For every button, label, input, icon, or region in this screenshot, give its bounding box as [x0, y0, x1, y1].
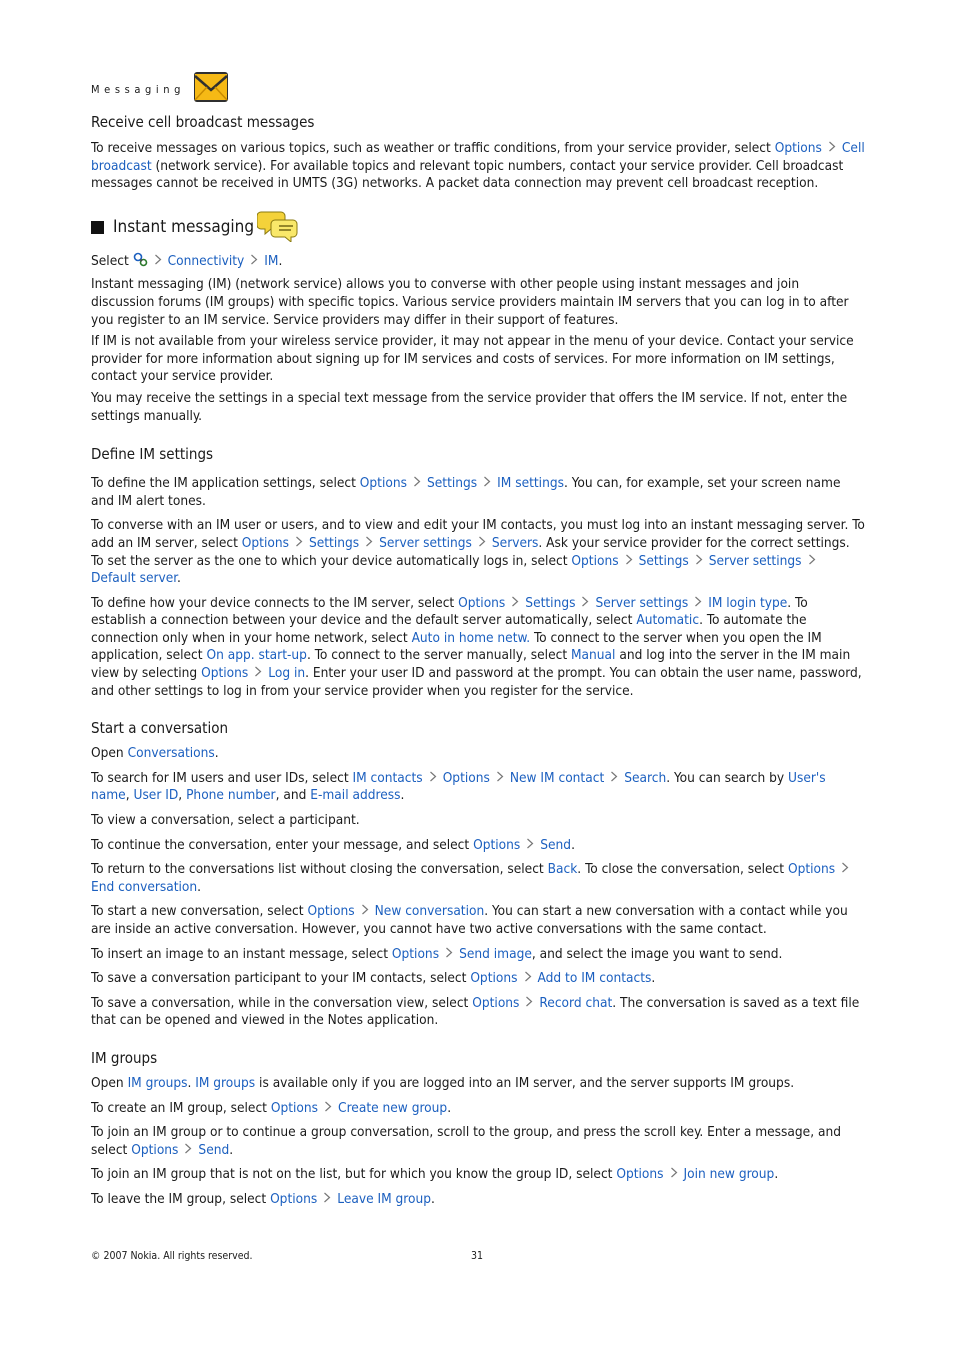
page-content — [91, 113, 865, 1209]
menu-option-term: IM — [264, 252, 279, 269]
menu-option-term: Settings — [308, 534, 360, 551]
tools-icon — [133, 252, 148, 273]
menu-option-term: Conversations — [127, 745, 215, 762]
section-cell-broadcast — [91, 113, 865, 193]
menu-option-term: Options — [391, 945, 440, 962]
paragraph — [91, 1124, 865, 1159]
body-text: . — [447, 1099, 452, 1116]
menu-option-term: Automatic — [636, 612, 700, 629]
body-text: To continue the conversation, enter your message, and select — [91, 836, 474, 853]
paragraph — [91, 970, 865, 988]
body-text: . Enter your user ID and password at the prompt. You can obtain the user name, password, and other settings to log in from your service provider when you register for the service. — [91, 665, 862, 699]
body-text: . To close the conversation, select — [577, 861, 788, 878]
menu-option-term: Auto in home netw. — [411, 629, 531, 646]
body-text: . You can, for example, set your screen name and IM alert tones. — [91, 475, 841, 509]
menu-option-term: Options — [787, 861, 836, 878]
menu-option-term: Options — [774, 140, 822, 156]
chevron-right-icon — [575, 595, 595, 613]
menu-option-term: Connectivity — [167, 252, 245, 269]
chevron-right-icon — [178, 1142, 198, 1160]
menu-option-term: IM login type — [708, 594, 788, 611]
chevron-right-icon — [407, 475, 427, 493]
paragraph — [91, 861, 865, 896]
page-footer — [91, 1250, 865, 1262]
menu-option-term: New conversation — [374, 903, 485, 920]
section-heading — [91, 719, 865, 737]
body-text: To view a conversation, select a participant. — [91, 812, 360, 829]
chevron-right-icon — [244, 253, 264, 271]
chevron-right-icon — [619, 553, 639, 571]
body-text: To connect to the server when you open the IM application, select — [91, 629, 822, 664]
paragraph — [91, 517, 865, 587]
menu-option-term: Phone number — [186, 787, 276, 804]
menu-option-term: Options — [241, 534, 289, 551]
paragraph — [91, 903, 865, 938]
chevron-right-icon — [148, 253, 168, 271]
body-text: . To automate the connection only when in your home network, select — [91, 612, 807, 646]
menu-option-term: IM groups — [195, 1074, 256, 1091]
body-text: and log into the server in the IM main view by selecting — [91, 647, 851, 682]
menu-option-term: Options — [470, 970, 518, 987]
body-text: Open — [91, 745, 128, 762]
menu-option-term: Settings — [638, 552, 689, 569]
menu-option-term: IM contacts — [352, 769, 423, 786]
body-text: . — [431, 1190, 435, 1207]
chevron-right-icon — [688, 595, 708, 613]
body-text: . You can search by — [666, 769, 789, 786]
menu-option-term: Cell broadcast — [91, 140, 865, 174]
body-text: . The conversation is saved as a text file that can be opened and viewed in the Notes application. — [91, 994, 860, 1029]
body-text: To create an IM group, select — [91, 1099, 271, 1116]
chevron-right-icon — [477, 475, 497, 493]
menu-option-term: Search — [624, 769, 667, 786]
menu-option-term: Servers — [491, 534, 539, 551]
chevron-right-icon — [520, 837, 540, 855]
body-text: To converse with an IM user or users, and to view and edit your IM contacts, you must log into an instant messaging server. To add an IM server, select — [91, 517, 865, 551]
body-text: . — [214, 745, 219, 762]
menu-option-term: Server settings — [595, 594, 689, 611]
body-text: To receive messages on various topics, such as weather or traffic conditions, from your service provider, select — [91, 140, 775, 156]
body-text: You may receive the settings in a special text message from the service provider that offers the IM service. If not, enter the settings manually. — [91, 389, 848, 424]
section-heading-text: Instant messaging — [113, 217, 255, 238]
body-text: . — [229, 1141, 234, 1158]
chevron-right-icon — [423, 770, 443, 788]
section-instant-messaging — [91, 208, 865, 425]
chevron-right-icon — [472, 535, 492, 553]
section-heading — [91, 1049, 865, 1067]
chevron-right-icon — [802, 553, 822, 571]
body-text: . — [774, 1166, 779, 1183]
body-text: . You can start a new conversation with a contact while you are inside an active conversation. However, you cannot have two active conversations with the same contact. — [91, 903, 848, 937]
paragraph — [91, 390, 865, 425]
body-text: , — [178, 787, 187, 804]
menu-option-term: User's name — [91, 769, 826, 804]
section-define-im-settings — [91, 445, 865, 700]
body-text: To join an IM group or to continue a group conversation, scroll to the group, and press the scroll key. Enter a message, and select — [91, 1124, 841, 1158]
envelope-icon — [191, 69, 231, 109]
chevron-right-icon — [248, 665, 268, 683]
paragraph — [91, 946, 865, 964]
body-text: Open — [91, 1074, 128, 1091]
section-heading — [91, 208, 865, 247]
paragraph — [91, 770, 865, 805]
chevron-right-icon — [822, 140, 842, 158]
chapter-header — [91, 70, 865, 108]
section-heading-text: Receive cell broadcast messages — [91, 113, 315, 131]
chevron-right-icon — [518, 970, 538, 988]
menu-option-term: Default server — [91, 570, 178, 587]
body-text: . — [278, 252, 283, 269]
body-text: To leave the IM group, select — [91, 1190, 271, 1207]
body-text: To insert an image to an instant message, select — [91, 945, 392, 962]
body-text: . — [197, 878, 202, 895]
section-im-groups — [91, 1049, 865, 1209]
paragraph — [91, 140, 865, 193]
chapter-title: Messaging — [91, 82, 185, 96]
menu-option-term: Options — [201, 665, 249, 682]
body-text: Select — [91, 252, 133, 269]
copyright-text: © 2007 Nokia. All rights reserved. — [91, 1250, 253, 1262]
chevron-right-icon — [355, 903, 375, 921]
chevron-right-icon — [505, 595, 525, 613]
paragraph — [91, 1166, 865, 1184]
section-heading-text: Start a conversation — [91, 719, 229, 738]
chevron-right-icon — [519, 995, 539, 1013]
menu-option-term: Create new group — [338, 1099, 448, 1116]
body-text: . — [571, 836, 575, 853]
body-text: , and — [275, 787, 311, 804]
paragraph — [91, 475, 865, 510]
menu-option-term: Options — [571, 552, 619, 569]
body-text: To define how your device connects to the IM server, select — [91, 594, 459, 611]
body-text: . To connect to the server manually, select — [306, 647, 571, 664]
body-text: (network service). For available topics and relevant topic numbers, contact your service provider. Cell broadcast messages cannot be received in UMTS (3G) networks. A packet data connection may prevent cell broadcast reception. — [91, 157, 844, 192]
menu-option-term: IM settings — [497, 475, 564, 492]
paragraph — [91, 995, 865, 1030]
body-text: To save a conversation participant to your IM contacts, select — [91, 970, 471, 987]
section-heading-text: IM groups — [91, 1048, 158, 1067]
chevron-right-icon — [289, 535, 309, 553]
paragraph — [91, 333, 865, 386]
chevron-right-icon — [664, 1166, 684, 1184]
menu-option-term: Leave IM group — [337, 1190, 432, 1207]
menu-option-term: Options — [616, 1166, 664, 1183]
chevron-right-icon — [604, 770, 624, 788]
paragraph — [91, 812, 865, 830]
menu-option-term: Options — [472, 994, 520, 1011]
body-text: To return to the conversations list without closing the conversation, select — [91, 861, 548, 878]
menu-option-term: Join new group — [683, 1166, 775, 1183]
paragraph — [91, 837, 865, 855]
menu-option-term: Server settings — [708, 552, 802, 569]
menu-option-term: Send — [198, 1141, 230, 1158]
square-bullet-icon — [91, 221, 104, 234]
chevron-right-icon — [689, 553, 709, 571]
menu-option-term: Manual — [571, 647, 616, 664]
section-heading-text: Define IM settings — [91, 445, 214, 464]
body-text: Instant messaging (IM) (network service) allows you to converse with other people using instant messages and join discussion forums (IM groups) with specific topics. Various service providers maintain IM servers that you can log in to after you register to an IM service. Service providers may differ in their support of features. — [91, 276, 849, 328]
body-text: To define the IM application settings, select — [91, 475, 360, 492]
menu-option-term: Options — [458, 594, 506, 611]
menu-option-term: E-mail address — [310, 787, 401, 804]
section-heading — [91, 445, 865, 463]
chevron-right-icon — [490, 770, 510, 788]
menu-option-term: Options — [442, 769, 490, 786]
menu-option-term: Add to IM contacts — [537, 970, 652, 987]
paragraph — [91, 595, 865, 701]
body-text: . — [400, 787, 405, 804]
section-heading — [91, 113, 865, 131]
paragraph — [91, 1100, 865, 1118]
paragraph — [91, 1191, 865, 1209]
body-text: To start a new conversation, select — [91, 903, 308, 920]
menu-option-term: User ID — [133, 787, 179, 804]
paragraph — [91, 1075, 865, 1093]
body-text: is available only if you are logged into an IM server, and the server supports IM groups. — [255, 1074, 795, 1091]
chevron-right-icon — [317, 1191, 337, 1209]
menu-option-term: Options — [307, 903, 355, 920]
body-text: . — [187, 1074, 196, 1091]
body-text: To save a conversation, while in the conversation view, select — [91, 994, 473, 1011]
body-text: . — [177, 570, 181, 587]
menu-option-term: Settings — [525, 594, 576, 611]
body-text: . Ask your service provider for the correct settings. To set the server as the one to which your device automatically logs in, select — [91, 534, 850, 569]
menu-option-term: Options — [270, 1190, 318, 1207]
body-text: . — [651, 970, 656, 987]
body-text: If IM is not available from your wireless service provider, it may not appear in the menu of your device. Contact your service provider for more information about signing up for IM services and costs of services. For more information on IM settings, contact your service provider. — [91, 333, 854, 385]
menu-option-term: Options — [131, 1141, 179, 1158]
body-text: , — [125, 787, 134, 804]
chat-bubbles-icon — [257, 208, 299, 247]
chevron-right-icon — [439, 946, 459, 964]
page-number: 31 — [471, 1250, 484, 1262]
menu-option-term: Settings — [426, 475, 478, 492]
menu-option-term: Options — [270, 1099, 319, 1116]
menu-option-term: Options — [473, 836, 521, 853]
chevron-right-icon — [835, 861, 855, 879]
paragraph — [91, 276, 865, 329]
paragraph — [91, 745, 865, 763]
body-text: To join an IM group that is not on the list, but for which you know the group ID, select — [91, 1166, 617, 1183]
menu-option-term: On app. start-up — [206, 647, 307, 664]
section-start-conversation — [91, 719, 865, 1030]
menu-option-term: Send image — [459, 945, 532, 962]
body-text: To search for IM users and user IDs, select — [91, 769, 353, 786]
menu-option-term: Record chat — [539, 994, 613, 1011]
menu-option-term: Server settings — [379, 534, 472, 551]
menu-option-term: End conversation — [91, 878, 198, 895]
chevron-right-icon — [318, 1100, 338, 1118]
menu-option-term: Back — [547, 861, 578, 878]
menu-option-term: IM groups — [127, 1074, 188, 1091]
body-text: . To establish a connection between your device and the default server automatically, select — [91, 594, 808, 629]
menu-option-term: New IM contact — [509, 769, 605, 786]
body-text: , and select the image you want to send. — [531, 945, 783, 962]
paragraph — [91, 252, 865, 273]
manual-page — [91, 70, 865, 1209]
menu-option-term: Options — [359, 475, 407, 492]
menu-option-term: Send — [540, 836, 572, 853]
menu-option-term: Log in — [268, 665, 306, 682]
chevron-right-icon — [359, 535, 379, 553]
